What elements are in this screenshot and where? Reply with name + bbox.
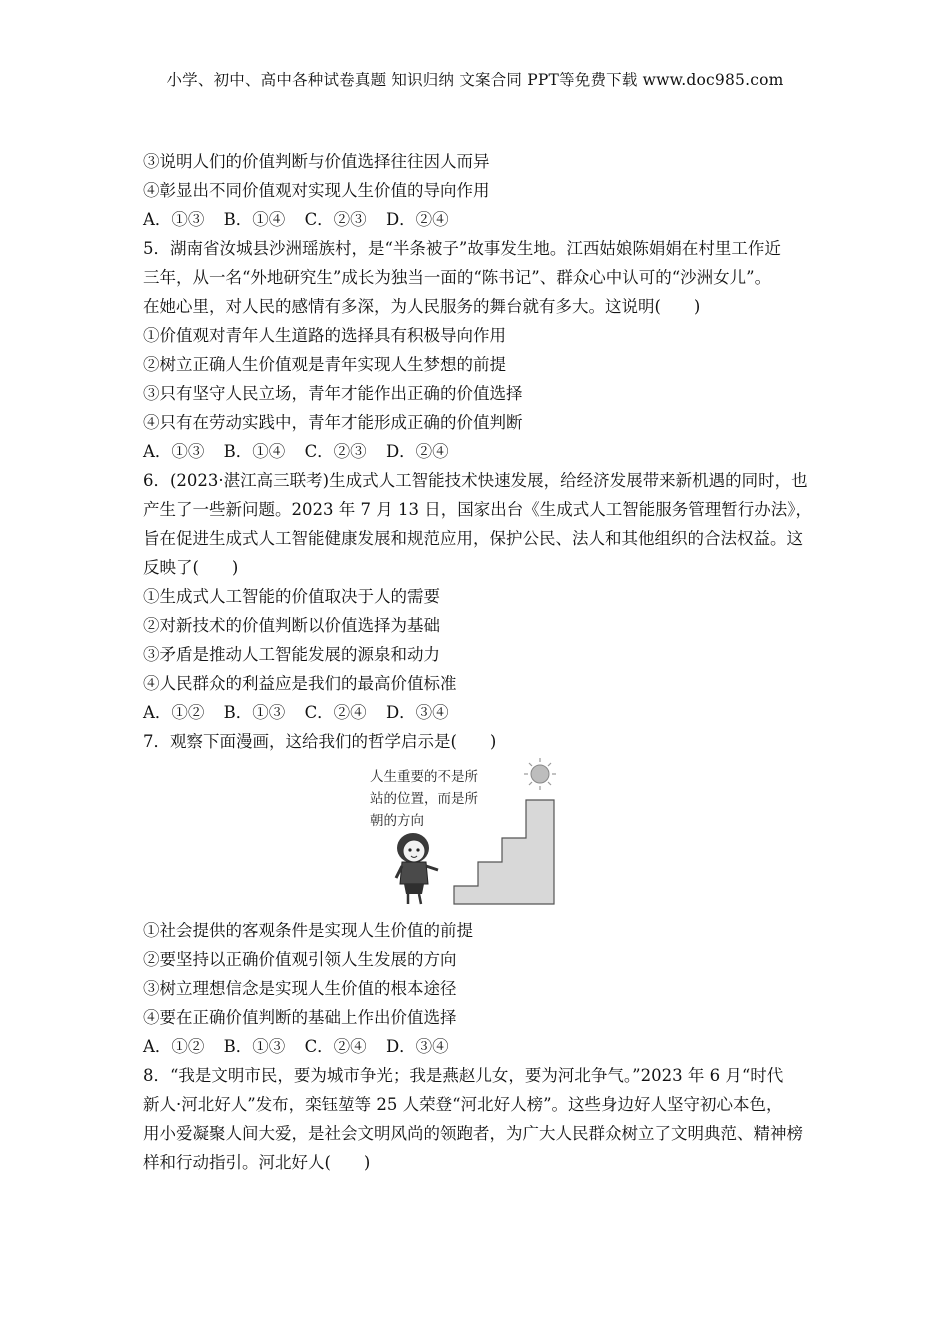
option-2: ②树立正确人生价值观是青年实现人生梦想的前提 xyxy=(143,355,506,374)
question-stem: 5．湖南省汝城县沙洲瑶族村，是“半条被子”故事发生地。江西姑娘陈娟娟在村里工作近 xyxy=(143,239,781,258)
question-stem: 用小爱凝聚人间大爱，是社会文明风尚的领跑者，为广大人民群众树立了文明典范、精神榜 xyxy=(143,1124,803,1143)
choice-d: D．③④ xyxy=(385,703,449,722)
answer-choices xyxy=(143,698,823,727)
comic-caption-line: 人生重要的不是所 xyxy=(370,769,478,785)
question-stem: 三年，从一名“外地研究生”成长为独当一面的“陈书记”、群众心中认可的“沙洲女儿”。 xyxy=(143,268,772,287)
question-stem: 反映了( ) xyxy=(143,558,239,577)
comic-illustration xyxy=(143,756,823,916)
question-stem: 7．观察下面漫画，这给我们的哲学启示是( ) xyxy=(143,732,497,751)
comic-drawing xyxy=(368,758,558,910)
answer-choices xyxy=(143,437,823,466)
choice-c: C．②③ xyxy=(304,442,367,461)
choice-d: D．③④ xyxy=(385,1037,449,1056)
option-4: ④彰显出不同价值观对实现人生价值的导向作用 xyxy=(143,181,490,200)
option-3: ③树立理想信念是实现人生价值的根本途径 xyxy=(143,979,457,998)
option-3: ③只有坚守人民立场，青年才能作出正确的价值选择 xyxy=(143,384,523,403)
option-4: ④要在正确价值判断的基础上作出价值选择 xyxy=(143,1008,457,1027)
choice-b: B．①③ xyxy=(223,1037,286,1056)
choice-c: C．②④ xyxy=(304,1037,367,1056)
choice-d: D．②④ xyxy=(385,210,449,229)
question-stem: 6．(2023·湛江高三联考)生成式人工智能技术快速发展，给经济发展带来新机遇的同时，也 xyxy=(143,471,808,490)
choice-a: A．①③ xyxy=(143,210,205,229)
option-1: ①生成式人工智能的价值取决于人的需要 xyxy=(143,587,440,606)
comic-caption-line: 朝的方向 xyxy=(370,813,424,829)
answer-choices xyxy=(143,205,823,234)
question-5 xyxy=(143,234,823,466)
option-3: ③说明人们的价值判断与价值选择往往因人而异 xyxy=(143,152,490,171)
choice-b: B．①④ xyxy=(223,210,286,229)
question-stem: 产生了一些新问题。2023 年 7 月 13 日，国家出台《生成式人工智能服务管理暂行办法》， xyxy=(143,500,812,519)
staircase-shape xyxy=(454,800,554,904)
option-2: ②对新技术的价值判断以价值选择为基础 xyxy=(143,616,440,635)
person-figure xyxy=(396,833,438,904)
question-stem: 新人·河北好人”发布，栾钰堃等 25 人荣登“河北好人榜”。这些身边好人坚守初心本色， xyxy=(143,1095,783,1114)
answer-choices xyxy=(143,1032,823,1061)
option-1: ①社会提供的客观条件是实现人生价值的前提 xyxy=(143,921,473,940)
page-header: 小学、初中、高中各种试卷真题 知识归纳 文案合同 PPT等免费下载 www.doc985.com xyxy=(166,71,784,89)
comic-caption-line: 站的位置，而是所 xyxy=(370,791,478,807)
choice-b: B．①③ xyxy=(223,703,286,722)
choice-a: A．①③ xyxy=(143,442,205,461)
choice-b: B．①④ xyxy=(223,442,286,461)
option-4: ④人民群众的利益应是我们的最高价值标准 xyxy=(143,674,457,693)
choice-a: A．①② xyxy=(143,1037,205,1056)
choice-d: D．②④ xyxy=(385,442,449,461)
question-stem: 8．“我是文明市民，要为城市争光；我是燕赵儿女，要为河北争气。”2023 年 6 月“时代 xyxy=(143,1066,784,1085)
question-6 xyxy=(143,466,823,727)
option-1: ①价值观对青年人生道路的选择具有积极导向作用 xyxy=(143,326,506,345)
prev-question xyxy=(143,147,823,234)
question-8 xyxy=(143,1061,823,1177)
sun-icon xyxy=(524,758,556,790)
option-2: ②要坚持以正确价值观引领人生发展的方向 xyxy=(143,950,457,969)
question-stem: 样和行动指引。河北好人( ) xyxy=(143,1153,371,1172)
option-4: ④只有在劳动实践中，青年才能形成正确的价值判断 xyxy=(143,413,523,432)
question-stem: 旨在促进生成式人工智能健康发展和规范应用，保护公民、法人和其他组织的合法权益。这 xyxy=(143,529,803,548)
choice-a: A．①② xyxy=(143,703,205,722)
question-stem: 在她心里，对人民的感情有多深，为人民服务的舞台就有多大。这说明( ) xyxy=(143,297,701,316)
comic-panel xyxy=(368,758,558,910)
exam-content xyxy=(143,147,823,1177)
question-7 xyxy=(143,727,823,1061)
option-3: ③矛盾是推动人工智能发展的源泉和动力 xyxy=(143,645,440,664)
choice-c: C．②③ xyxy=(304,210,367,229)
choice-c: C．②④ xyxy=(304,703,367,722)
